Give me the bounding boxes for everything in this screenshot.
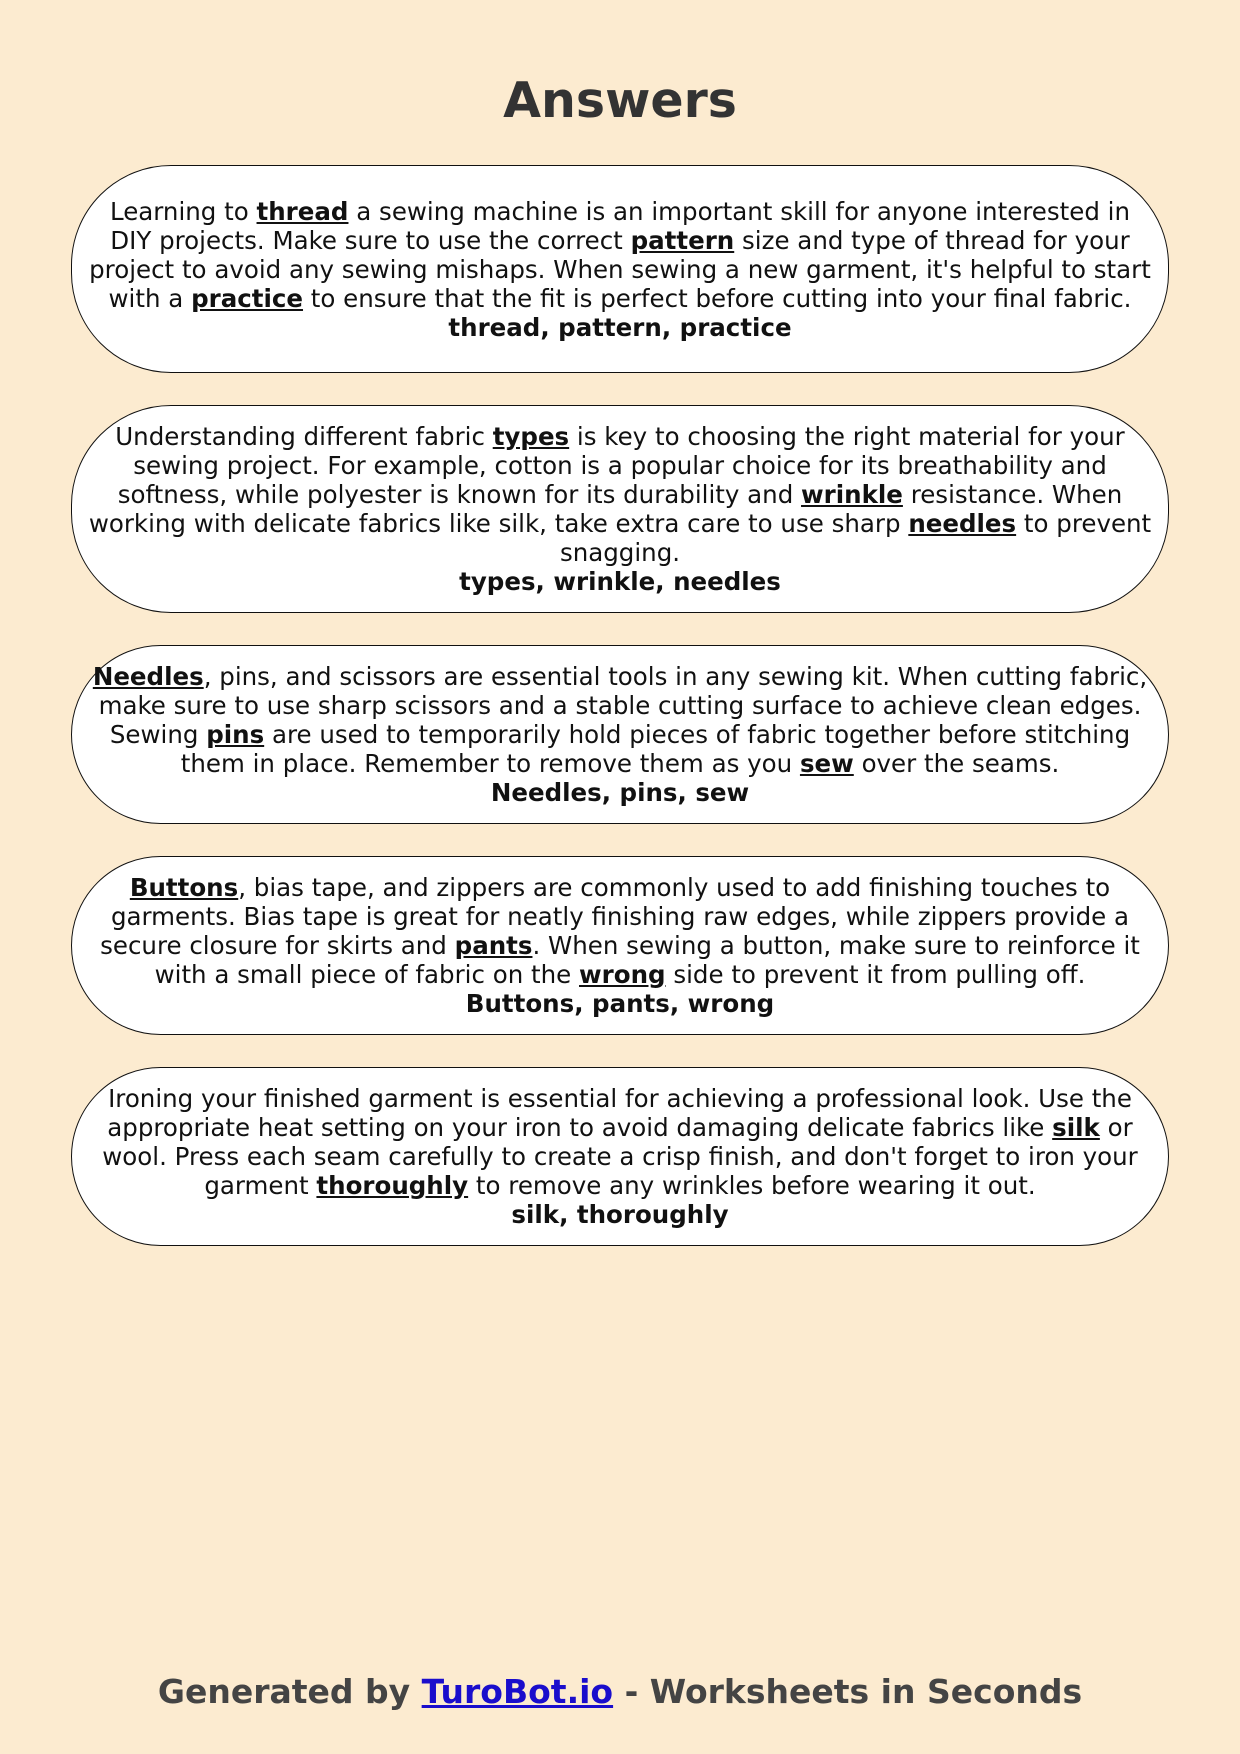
answer-word: pins [206,720,265,749]
answer-paragraph [88,1084,1152,1200]
paragraph-text: . When sewing a button, make sure to reinforce it with a small piece of fabric on the [154,931,1140,989]
answer-card [71,405,1169,613]
answer-word: needles [908,509,1017,538]
answer-word: thread [256,196,349,226]
paragraph-text: a sewing machine is an important skill for anyone interested in DIY projects. Make sure to use the correct [110,196,1130,255]
answer-word: pants [454,931,533,960]
paragraph-text: Understanding different fabric [115,422,493,451]
answer-card [71,645,1169,824]
paragraph-text: resistance. When working with delicate fabrics like silk, take extra care to use sharp [88,480,1123,538]
paragraph-text: to ensure that the fit is perfect before cutting into your final fabric. [303,283,1132,313]
paragraph-text: , pins, and scissors are essential tools in any sewing kit. When cutting fabric, make sure to use sharp scissors and a stable cutting surface to achieve clean edges. Sewing [98,662,1148,749]
answer-key: thread, pattern, practice [448,312,792,342]
answer-paragraph [88,197,1152,313]
paragraph-text: size and type of thread for your project to avoid any sewing mishaps. When sewing a new garment, it's helpful to start with a [89,225,1151,313]
paragraph-text: , bias tape, and zippers are commonly used to add finishing touches to garments. Bias tape is great for neatly finishing raw edges, while zippers provide a secure closure for skirts and [100,873,1130,960]
paragraph-text: or wool. Press each seam carefully to create a crisp finish, and don't forget to iron your garment [102,1113,1138,1200]
paragraph-text: side to prevent it from pulling off. [665,960,1086,989]
answer-word: Needles [92,662,204,691]
answer-word: silk [1052,1113,1100,1142]
footer-prefix: Generated by [157,1672,422,1711]
answer-key: Buttons, pants, wrong [465,989,775,1018]
answer-card [71,856,1169,1035]
paragraph-text: Ironing your finished garment is essential for achieving a professional look. Use the appropriate heat setting on your iron to avoid damaging delicate fabrics like [107,1084,1132,1142]
paragraph-text: are used to temporarily hold pieces of fabric together before stitching them in place. Remember to remove them as you [180,720,1131,778]
paragraph-text: over the seams. [853,749,1060,778]
answer-word: thoroughly [316,1171,469,1200]
answer-word: wrong [579,960,666,989]
answer-word: pattern [630,225,735,255]
answer-card [71,165,1169,373]
footer-link[interactable]: TuroBot.io [421,1672,614,1711]
answer-word: types [492,422,570,451]
answer-word: practice [191,283,304,313]
answer-paragraph [88,662,1152,778]
answer-key: Needles, pins, sew [490,778,750,807]
paragraph-text: is key to choosing the right material for your sewing project. For example, cotton is a popular choice for its breathability and softness, while polyester is known for its durability and [117,422,1125,509]
answer-paragraph [88,873,1152,989]
answer-word: wrinkle [801,480,903,509]
footer [0,1672,1240,1712]
paragraph-text: Learning to [109,196,257,226]
answer-paragraph [88,422,1152,567]
answer-word: sew [799,749,854,778]
paragraph-text: to remove any wrinkles before wearing it out. [468,1171,1036,1200]
paragraph-text: to prevent snagging. [559,509,1152,567]
page-title: Answers [503,72,737,129]
answer-key: silk, thoroughly [511,1200,729,1229]
answer-key: types, wrinkle, needles [459,567,781,596]
footer-suffix: - Worksheets in Seconds [613,1672,1083,1711]
answer-card [71,1067,1169,1246]
answer-word: Buttons [129,873,239,902]
